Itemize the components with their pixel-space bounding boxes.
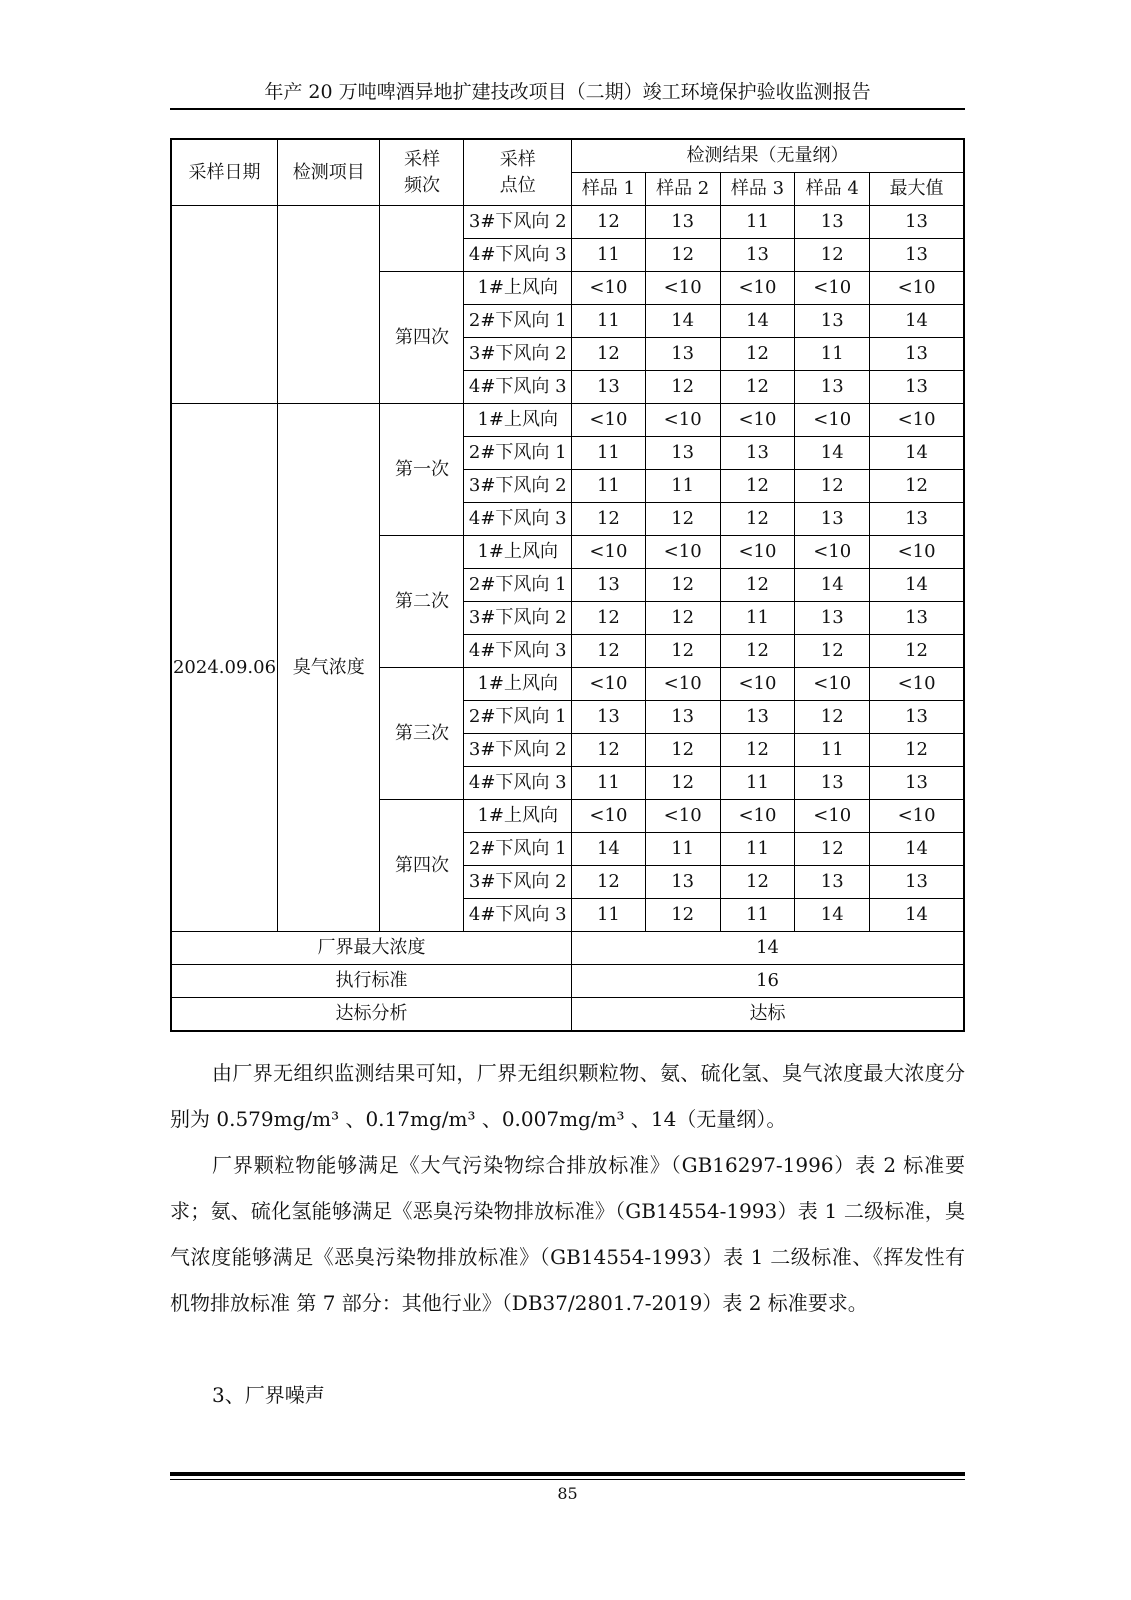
max-value-cell: 13 bbox=[870, 503, 964, 536]
table-header-row bbox=[171, 139, 964, 173]
col-header-point bbox=[464, 139, 572, 206]
sample-value-cell: 13 bbox=[795, 206, 870, 239]
sample-value-cell: 12 bbox=[720, 569, 795, 602]
paragraph-results: 由厂界无组织监测结果可知，厂界无组织颗粒物、氨、硫化氢、臭气浓度最大浓度分别为 0.579mg/m³ 、0.17mg/m³ 、0.007mg/m³ 、14（无量纲）。 bbox=[170, 1061, 965, 1131]
sample-value-cell: 12 bbox=[645, 239, 720, 272]
sample-value-cell: 13 bbox=[795, 866, 870, 899]
sample-value-cell: <10 bbox=[720, 404, 795, 437]
max-value-cell: 13 bbox=[870, 206, 964, 239]
col-header-point-text: 采样 点位 bbox=[499, 148, 536, 196]
header-rule bbox=[170, 108, 965, 110]
col-header-item: 检测项目 bbox=[278, 139, 380, 206]
freq-cell: 第一次 bbox=[380, 404, 464, 536]
point-cell: 2#下风向 1 bbox=[464, 305, 572, 338]
item-cell: 臭气浓度 bbox=[278, 404, 380, 932]
sample-value-cell: 12 bbox=[645, 899, 720, 932]
point-cell: 4#下风向 3 bbox=[464, 767, 572, 800]
sample-value-cell: 12 bbox=[645, 602, 720, 635]
sample-value-cell: <10 bbox=[645, 272, 720, 305]
max-value-cell: <10 bbox=[870, 536, 964, 569]
paragraph-standards: 厂界颗粒物能够满足《大气污染物综合排放标准》（GB16297-1996）表 2 标准要求；氨、硫化氢能够满足《恶臭污染物排放标准》（GB14554-1993）表 1 二级标准，臭气浓度能够满足《恶臭污染物排放标准》（GB14554-1993）表 1 二级标准、《挥发性有机物排放标准 第 7 部分：其他行业》（DB37/2801.7-2019）表 2 标准要求。 bbox=[170, 1153, 965, 1315]
point-cell: 2#下风向 1 bbox=[464, 701, 572, 734]
page-number: 85 bbox=[557, 1484, 578, 1503]
sample-value-cell: <10 bbox=[572, 404, 646, 437]
sample-value-cell: 13 bbox=[572, 701, 646, 734]
max-value-cell: 12 bbox=[870, 470, 964, 503]
col-header-sample-4: 样品 4 bbox=[795, 173, 870, 206]
sample-value-cell: <10 bbox=[795, 668, 870, 701]
sample-value-cell: 11 bbox=[720, 767, 795, 800]
col-header-freq-text: 采样 频次 bbox=[403, 148, 440, 196]
sample-value-cell: 13 bbox=[572, 569, 646, 602]
point-cell: 1#上风向 bbox=[464, 272, 572, 305]
sample-value-cell: 13 bbox=[645, 206, 720, 239]
summary-label: 达标分析 bbox=[171, 998, 572, 1032]
sample-value-cell: 11 bbox=[720, 899, 795, 932]
max-value-cell: 14 bbox=[870, 569, 964, 602]
sample-value-cell: 11 bbox=[720, 833, 795, 866]
sample-value-cell: 12 bbox=[645, 635, 720, 668]
sample-value-cell: 12 bbox=[645, 371, 720, 404]
sample-value-cell: 12 bbox=[795, 701, 870, 734]
sample-value-cell: <10 bbox=[720, 272, 795, 305]
point-cell: 4#下风向 3 bbox=[464, 635, 572, 668]
max-value-cell: 12 bbox=[870, 734, 964, 767]
max-value-cell: 13 bbox=[870, 701, 964, 734]
point-cell: 3#下风向 2 bbox=[464, 470, 572, 503]
max-value-cell: 12 bbox=[870, 635, 964, 668]
sample-value-cell: <10 bbox=[795, 800, 870, 833]
sample-value-cell: 13 bbox=[720, 437, 795, 470]
point-cell: 4#下风向 3 bbox=[464, 371, 572, 404]
sample-value-cell: 11 bbox=[572, 239, 646, 272]
sample-value-cell: 12 bbox=[572, 503, 646, 536]
item-cell-blank bbox=[278, 206, 380, 404]
col-header-sample-3: 样品 3 bbox=[720, 173, 795, 206]
sample-value-cell: 13 bbox=[645, 701, 720, 734]
sample-value-cell: 13 bbox=[795, 371, 870, 404]
point-cell: 1#上风向 bbox=[464, 404, 572, 437]
summary-row bbox=[171, 998, 964, 1032]
sample-value-cell: 12 bbox=[572, 206, 646, 239]
sample-value-cell: <10 bbox=[720, 668, 795, 701]
sample-value-cell: <10 bbox=[572, 272, 646, 305]
freq-cell: 第四次 bbox=[380, 272, 464, 404]
sample-value-cell: <10 bbox=[645, 536, 720, 569]
monitoring-table bbox=[170, 138, 965, 1032]
max-value-cell: <10 bbox=[870, 800, 964, 833]
sample-value-cell: 13 bbox=[795, 305, 870, 338]
sample-value-cell: 11 bbox=[572, 470, 646, 503]
max-value-cell: 13 bbox=[870, 866, 964, 899]
point-cell: 3#下风向 2 bbox=[464, 338, 572, 371]
sample-value-cell: 14 bbox=[795, 899, 870, 932]
summary-row bbox=[171, 965, 964, 998]
max-value-cell: 13 bbox=[870, 767, 964, 800]
freq-cell: 第四次 bbox=[380, 800, 464, 932]
col-header-max: 最大值 bbox=[870, 173, 964, 206]
sample-value-cell: <10 bbox=[795, 272, 870, 305]
sample-value-cell: <10 bbox=[795, 536, 870, 569]
sample-value-cell: 12 bbox=[795, 470, 870, 503]
col-header-sample-2: 样品 2 bbox=[645, 173, 720, 206]
sample-value-cell: 11 bbox=[795, 734, 870, 767]
sample-value-cell: 12 bbox=[720, 338, 795, 371]
col-header-freq bbox=[380, 139, 464, 206]
max-value-cell: 14 bbox=[870, 437, 964, 470]
col-header-date: 采样日期 bbox=[171, 139, 278, 206]
max-value-cell: <10 bbox=[870, 272, 964, 305]
max-value-cell: 14 bbox=[870, 833, 964, 866]
sample-value-cell: 12 bbox=[645, 503, 720, 536]
sample-value-cell: <10 bbox=[645, 404, 720, 437]
sample-value-cell: 12 bbox=[572, 866, 646, 899]
max-value-cell: 14 bbox=[870, 899, 964, 932]
sample-value-cell: 13 bbox=[795, 767, 870, 800]
point-cell: 1#上风向 bbox=[464, 800, 572, 833]
table-row bbox=[171, 404, 964, 437]
sample-value-cell: 12 bbox=[645, 734, 720, 767]
max-value-cell: <10 bbox=[870, 404, 964, 437]
footer-rule-thick bbox=[170, 1472, 965, 1476]
table-row bbox=[171, 206, 964, 239]
sample-value-cell: 12 bbox=[795, 635, 870, 668]
point-cell: 1#上风向 bbox=[464, 668, 572, 701]
sample-value-cell: 11 bbox=[720, 602, 795, 635]
sample-value-cell: <10 bbox=[720, 536, 795, 569]
sample-value-cell: 12 bbox=[720, 503, 795, 536]
sample-value-cell: 12 bbox=[720, 470, 795, 503]
summary-value: 达标 bbox=[572, 998, 964, 1032]
sample-value-cell: 13 bbox=[645, 437, 720, 470]
point-cell: 4#下风向 3 bbox=[464, 899, 572, 932]
sample-value-cell: 12 bbox=[720, 635, 795, 668]
freq-cell: 第二次 bbox=[380, 536, 464, 668]
freq-cell: 第三次 bbox=[380, 668, 464, 800]
max-value-cell: 14 bbox=[870, 305, 964, 338]
summary-value: 16 bbox=[572, 965, 964, 998]
section-heading-noise: 3、厂界噪声 bbox=[212, 1383, 325, 1407]
sample-value-cell: <10 bbox=[795, 404, 870, 437]
footer-rule-thin bbox=[170, 1479, 965, 1480]
sample-value-cell: <10 bbox=[572, 800, 646, 833]
sample-value-cell: <10 bbox=[572, 668, 646, 701]
sample-value-cell: 12 bbox=[645, 767, 720, 800]
summary-label: 厂界最大浓度 bbox=[171, 932, 572, 965]
sample-value-cell: 12 bbox=[720, 734, 795, 767]
col-header-sample-1: 样品 1 bbox=[572, 173, 646, 206]
point-cell: 4#下风向 3 bbox=[464, 503, 572, 536]
sample-value-cell: <10 bbox=[572, 536, 646, 569]
sample-value-cell: 12 bbox=[572, 635, 646, 668]
sample-value-cell: 12 bbox=[572, 338, 646, 371]
max-value-cell: <10 bbox=[870, 668, 964, 701]
sample-value-cell: 13 bbox=[645, 338, 720, 371]
point-cell: 3#下风向 2 bbox=[464, 734, 572, 767]
max-value-cell: 13 bbox=[870, 338, 964, 371]
sample-value-cell: 13 bbox=[720, 701, 795, 734]
sample-value-cell: 13 bbox=[795, 503, 870, 536]
point-cell: 2#下风向 1 bbox=[464, 437, 572, 470]
point-cell: 2#下风向 1 bbox=[464, 569, 572, 602]
sample-value-cell: 11 bbox=[645, 833, 720, 866]
summary-label: 执行标准 bbox=[171, 965, 572, 998]
point-cell: 1#上风向 bbox=[464, 536, 572, 569]
point-cell: 3#下风向 2 bbox=[464, 866, 572, 899]
sample-value-cell: <10 bbox=[720, 800, 795, 833]
max-value-cell: 13 bbox=[870, 371, 964, 404]
sample-value-cell: 11 bbox=[645, 470, 720, 503]
sample-value-cell: 11 bbox=[572, 899, 646, 932]
summary-row bbox=[171, 932, 964, 965]
sample-value-cell: <10 bbox=[645, 800, 720, 833]
sample-value-cell: 12 bbox=[720, 866, 795, 899]
point-cell: 2#下风向 1 bbox=[464, 833, 572, 866]
sample-value-cell: 14 bbox=[720, 305, 795, 338]
point-cell: 3#下风向 2 bbox=[464, 206, 572, 239]
sample-value-cell: <10 bbox=[645, 668, 720, 701]
point-cell: 4#下风向 3 bbox=[464, 239, 572, 272]
date-cell: 2024.09.06 bbox=[171, 404, 278, 932]
sample-value-cell: 12 bbox=[572, 734, 646, 767]
sample-value-cell: 13 bbox=[795, 602, 870, 635]
summary-value: 14 bbox=[572, 932, 964, 965]
sample-value-cell: 11 bbox=[572, 305, 646, 338]
sample-value-cell: 13 bbox=[645, 866, 720, 899]
sample-value-cell: 11 bbox=[572, 767, 646, 800]
sample-value-cell: 13 bbox=[572, 371, 646, 404]
freq-cell-blank bbox=[380, 206, 464, 272]
sample-value-cell: 14 bbox=[572, 833, 646, 866]
max-value-cell: 13 bbox=[870, 602, 964, 635]
sample-value-cell: 12 bbox=[645, 569, 720, 602]
page-header: 年产 20 万吨啤酒异地扩建技改项目（二期）竣工环境保护验收监测报告 bbox=[264, 81, 871, 103]
sample-value-cell: 12 bbox=[795, 833, 870, 866]
sample-value-cell: 14 bbox=[795, 437, 870, 470]
sample-value-cell: 12 bbox=[572, 602, 646, 635]
max-value-cell: 13 bbox=[870, 239, 964, 272]
sample-value-cell: 14 bbox=[795, 569, 870, 602]
col-header-result: 检测结果（无量纲） bbox=[572, 139, 964, 173]
point-cell: 3#下风向 2 bbox=[464, 602, 572, 635]
sample-value-cell: 14 bbox=[645, 305, 720, 338]
sample-value-cell: 12 bbox=[795, 239, 870, 272]
sample-value-cell: 12 bbox=[720, 371, 795, 404]
date-cell-blank bbox=[171, 206, 278, 404]
sample-value-cell: 11 bbox=[572, 437, 646, 470]
sample-value-cell: 13 bbox=[720, 239, 795, 272]
sample-value-cell: 11 bbox=[720, 206, 795, 239]
sample-value-cell: 11 bbox=[795, 338, 870, 371]
